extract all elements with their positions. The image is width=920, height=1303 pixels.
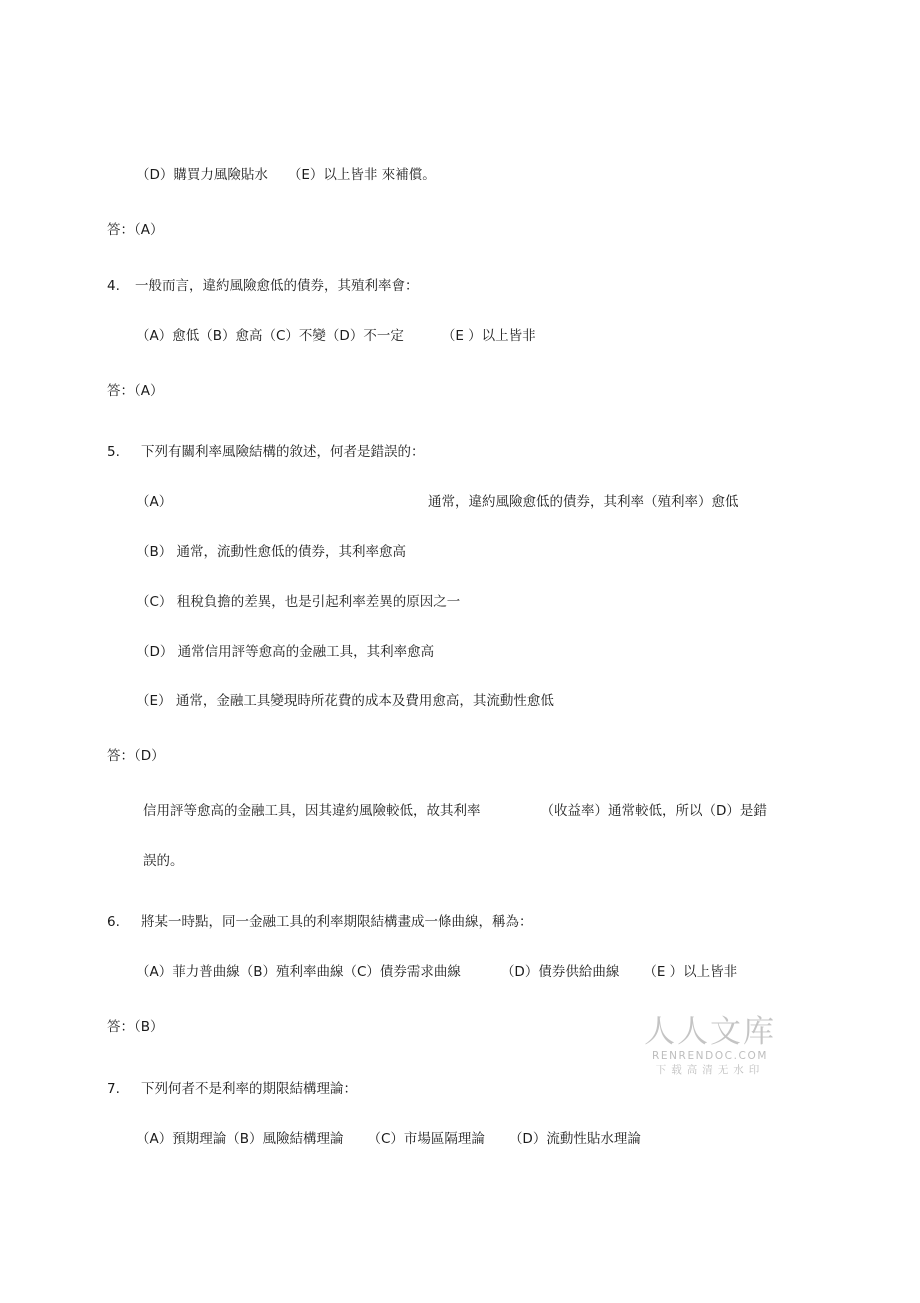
- q3-option-d: （D）購買力風險貼水: [136, 167, 268, 183]
- q7-option-d: （D）流動性貼水理論: [508, 1131, 641, 1147]
- q5-option-b: （B） 通常，流動性愈低的債券，其利率愈高: [136, 544, 407, 560]
- q5-option-d: （D） 通常信用評等愈高的金融工具，其利率愈高: [136, 644, 435, 660]
- q3-answer: 答：（A）: [107, 222, 164, 238]
- q6-number: 6.: [107, 914, 120, 930]
- watermark-brand: 人人文库: [644, 1014, 776, 1050]
- q6-text: 將某一時點，同一金融工具的利率期限結構畫成一條曲線，稱為：: [141, 914, 533, 930]
- q6-question: [107, 912, 533, 932]
- q4-text: 一般而言，違約風險愈低的債券，其殖利率會：: [135, 278, 419, 294]
- q7-text: 下列何者不是利率的期限結構理論：: [141, 1081, 357, 1097]
- q5-option-c: （C） 租稅負擔的差異，也是引起利率差異的原因之一: [136, 594, 461, 610]
- q6-options-line: [136, 962, 737, 982]
- q4-number: 4.: [107, 278, 120, 294]
- q5-explanation-line-2: 誤的。: [143, 853, 184, 869]
- q7-option-c: （C）市場區隔理論: [367, 1131, 485, 1147]
- q5-answer: 答：（D）: [107, 748, 165, 764]
- q5-text: 下列有關利率風險結構的敘述，何者是錯誤的：: [141, 444, 425, 460]
- q5-number: 5.: [107, 444, 120, 460]
- q7-options-line: [136, 1129, 641, 1149]
- q4-question: [107, 276, 419, 296]
- watermark-tagline: 下载高清无水印: [655, 1064, 765, 1076]
- q7-options-a-b: （A）預期理論（B）風險結構理論: [136, 1131, 344, 1147]
- q5-explanation-part-b: （收益率）通常較低，所以（D）是錯: [540, 803, 767, 819]
- watermark-domain: RENRENDOC.COM: [651, 1050, 769, 1062]
- q4-option-e: （E ）以上皆非: [441, 328, 536, 344]
- q3-options-line: [136, 165, 436, 185]
- q5-option-e: （E） 通常，金融工具變現時所花費的成本及費用愈高，其流動性愈低: [136, 693, 554, 709]
- q6-answer: 答：（B）: [107, 1019, 164, 1035]
- q6-options-a-to-c: （A）菲力普曲線（B）殖利率曲線（C）債券需求曲線: [136, 964, 461, 980]
- q5-explanation-part-a: 信用評等愈高的金融工具，因其違約風險較低，故其利率: [143, 803, 481, 819]
- q7-number: 7.: [107, 1081, 120, 1097]
- q4-options-line: [136, 326, 536, 346]
- q5-option-a-label: （A）: [136, 494, 173, 510]
- watermark-logo: [640, 1015, 780, 1077]
- q4-options-a-to-d: （A）愈低（B）愈高（C）不變（D）不一定: [136, 328, 404, 344]
- q6-option-e: （E ）以上皆非: [643, 964, 738, 980]
- q5-explanation-line-1: [143, 801, 767, 821]
- q5-option-a-text: 通常，違約風險愈低的債券，其利率（殖利率）愈低: [428, 494, 739, 510]
- q6-option-d: （D）債券供給曲線: [500, 964, 620, 980]
- q5-question: [107, 442, 425, 462]
- q7-question: [107, 1079, 357, 1099]
- q4-answer: 答：（A）: [107, 383, 164, 399]
- q3-option-e: （E）以上皆非 來補償。: [287, 167, 436, 183]
